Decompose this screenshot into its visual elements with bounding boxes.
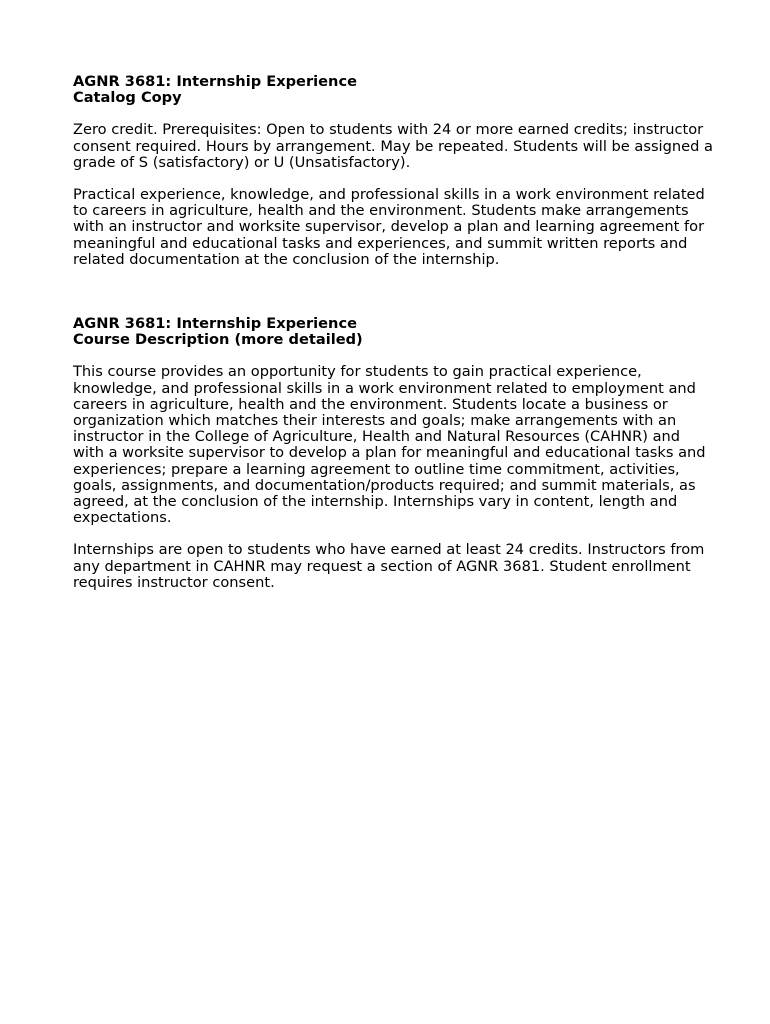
catalog-description-paragraph: Practical experience, knowledge, and professional skills in a work environment related to careers in agriculture, health and the environment. Students make arrangements with an instructor and worksite supervisor, develop a plan and learning agreement for meaningful and educational tasks and experiences, and summit written reports and related documentation at the conclusion of the internship. xyxy=(73,186,705,268)
course-description-section xyxy=(73,316,713,591)
section-spacer xyxy=(73,268,713,316)
detailed-description-paragraph: This course provides an opportunity for students to gain practical experience, knowledge, and professional skills in a work environment related to employment and careers in agriculture, health and the environment. Students locate a business or organization which matches their interests and goals; make arrangements with an instructor in the College of Agriculture, Health and Natural Resources (CAHNR) and with a worksite supervisor to develop a plan for meaningful and educational tasks and experiences; prepare a learning agreement to outline time commitment, activities, goals, assignments, and documentation/products required; and summit materials, as agreed, at the conclusion of the internship. Internships vary in content, length and expectations. xyxy=(73,363,706,527)
document-page xyxy=(73,74,713,591)
section-heading xyxy=(73,74,713,106)
course-title: AGNR 3681: Internship Experience xyxy=(73,315,357,333)
section-subtitle: Course Description (more detailed) xyxy=(73,331,363,349)
section-subtitle: Catalog Copy xyxy=(73,89,182,107)
enrollment-paragraph: Internships are open to students who have earned at least 24 credits. Instructors from any department in CAHNR may request a section of AGNR 3681. Student enrollment requires instructor consent. xyxy=(73,541,705,591)
course-title: AGNR 3681: Internship Experience xyxy=(73,73,357,90)
catalog-copy-section xyxy=(73,74,713,268)
prerequisites-paragraph: Zero credit. Prerequisites: Open to students with 24 or more earned credits; instructor consent required. Hours by arrangement. May be repeated. Students will be assigned a grade of S (satisfactory) or U (Unsatisfactory). xyxy=(73,121,713,171)
section-heading xyxy=(73,316,713,348)
